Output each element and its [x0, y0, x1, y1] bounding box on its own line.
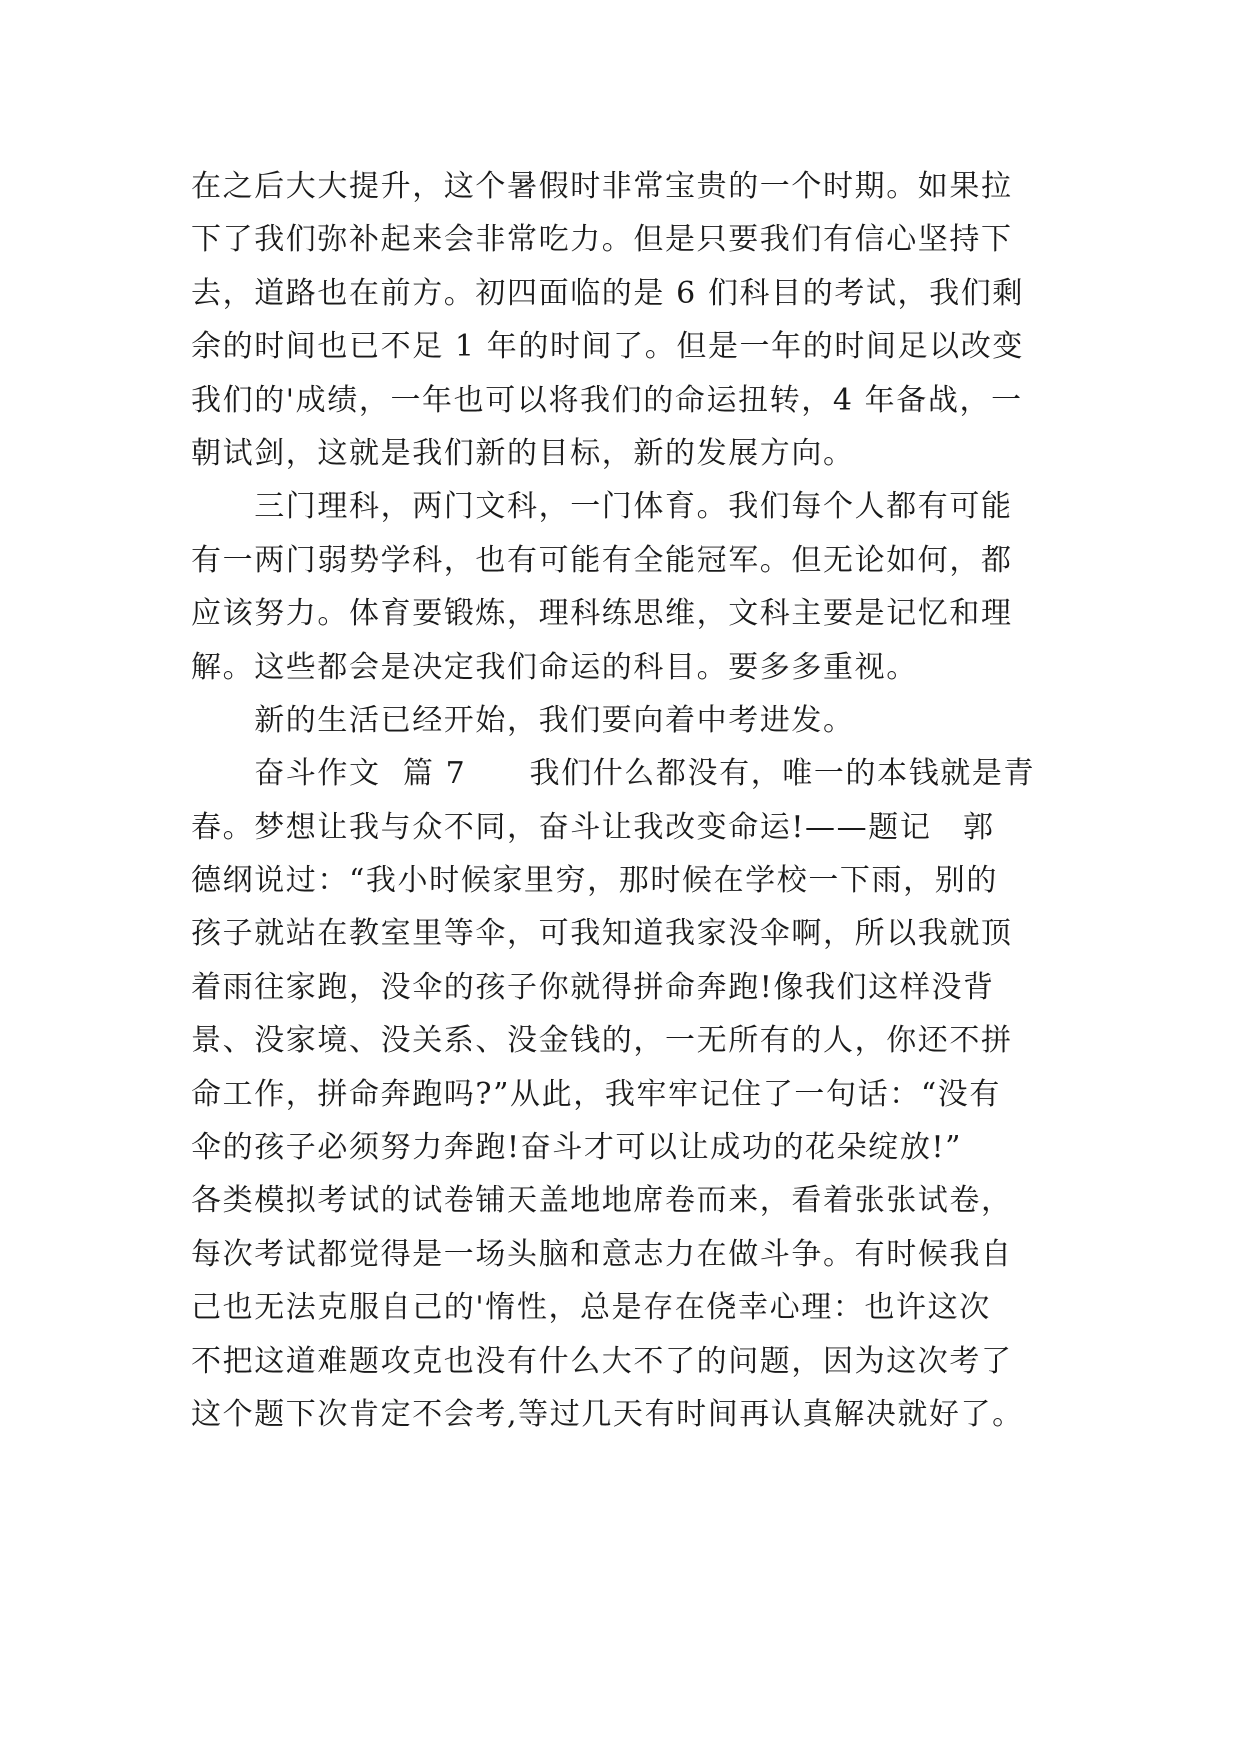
text-line: 孩子就站在教室里等伞，可我知道我家没伞啊，所以我就顶: [191, 916, 1013, 952]
text-line: 下了我们弥补起来会非常吃力。但是只要我们有信心坚持下: [191, 222, 1013, 258]
text-line: 在之后大大提升，这个暑假时非常宝贵的一个时期。如果拉: [191, 169, 1013, 204]
text-line: 不把这道难题攻克也没有什么大不了的问题，因为这次考了: [191, 1343, 1013, 1379]
text-line: 去，道路也在前方。初四面临的是 6 们科目的考试，我们剩: [191, 275, 1024, 311]
text-line: 有一两门弱势学科，也有可能有全能冠军。但无论如何，都: [191, 542, 1013, 578]
text-line: 朝试剑，这就是我们新的目标，新的发展方向。: [191, 435, 855, 471]
text-line: 解。这些都会是决定我们命运的科目。要多多重视。: [191, 649, 918, 685]
text-line: 应该努力。体育要锻炼，理科练思维，文科主要是记忆和理: [191, 596, 1013, 632]
text-line: 景、没家境、没关系、没金钱的，一无所有的人，你还不拼: [191, 1023, 1013, 1059]
text-line: 奋斗作文 篇 7 我们什么都没有，唯一的本钱就是青: [191, 756, 1036, 792]
text-line: 己也无法克服自己的'惰性，总是存在侥幸心理：也许这次: [191, 1290, 991, 1326]
text-line: 命工作，拼命奔跑吗?”从此，我牢牢记住了一句话：“没有: [191, 1076, 1001, 1112]
text-line: 伞的孩子必须努力奔跑!奋斗才可以让成功的花朵绽放!”: [191, 1130, 963, 1166]
text-line: 新的生活已经开始，我们要向着中考进发。: [191, 702, 855, 738]
text-line: 各类模拟考试的试卷铺天盖地地席卷而来，看着张张试卷，: [191, 1183, 1013, 1219]
text-line: 着雨往家跑，没伞的孩子你就得拼命奔跑!像我们这样没背: [191, 969, 995, 1005]
text-line: 德纲说过：“我小时候家里穷，那时候在学校一下雨，别的: [191, 863, 998, 899]
body-text: [191, 160, 1061, 1441]
text-line: 这个题下次肯定不会考,等过几天有时间再认真解决就好了。: [191, 1396, 1024, 1432]
text-line: 三门理科，两门文科，一门体育。我们每个人都有可能: [191, 489, 1013, 525]
text-line: 春。梦想让我与众不同，奋斗让我改变命运!——题记 郭: [191, 809, 995, 845]
text-line: 余的时间也已不足 1 年的时间了。但是一年的时间足以改变: [191, 329, 1024, 365]
text-line: 我们的'成绩，一年也可以将我们的命运扭转，4 年备战，一: [191, 382, 1023, 418]
text-line: 每次考试都觉得是一场头脑和意志力在做斗争。有时候我自: [191, 1236, 1013, 1272]
